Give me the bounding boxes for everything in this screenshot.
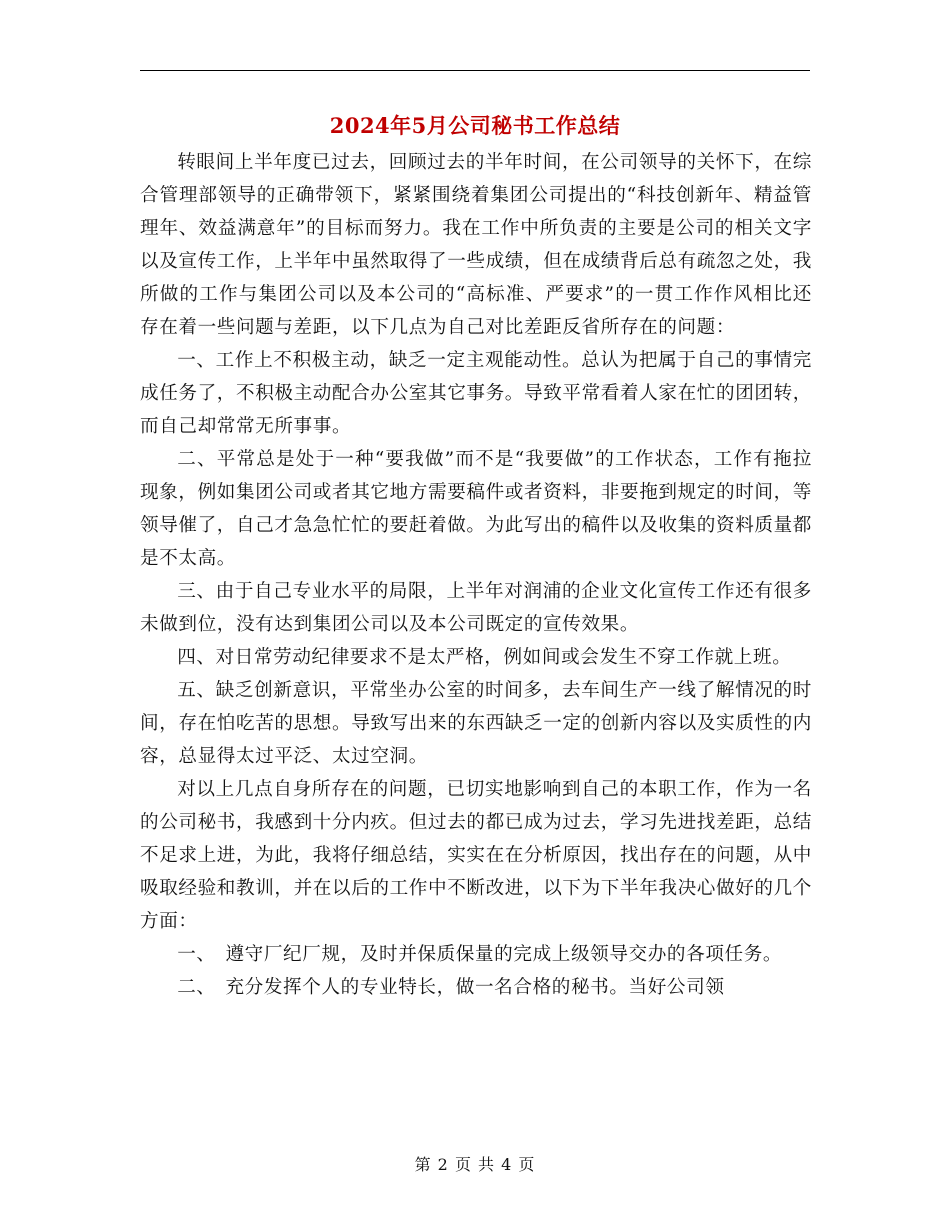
page-footer: 第 2 页 共 4 页 bbox=[414, 1155, 536, 1174]
paragraph-reflection: 对以上几点自身所存在的问题，已切实地影响到自己的本职工作，作为一名的公司秘书，我感到十分内疚。但过去的都已成为过去，学习先进找差距，总结不足求上进，为此，我将仔细总结，实实在在分析原因，找出存在的问题，从中吸取经验和教训，并在以后的工作中不断改进，以下为下半年我决心做好的几个方面： bbox=[140, 779, 812, 932]
paragraph-plan-2: 二、 充分发挥个人的专业特长，做一名合格的秘书。当好公司领 bbox=[177, 977, 725, 998]
paragraph-problem-5: 五、缺乏创新意识，平常坐办公室的时间多，去车间生产一线了解情况的时间，存在怕吃苦的思想。导致写出来的东西缺乏一定的创新内容以及实质性的内容，总显得太过平泛、太过空洞。 bbox=[140, 680, 812, 767]
paragraph-plan-1: 一、 遵守厂纪厂规，及时并保质保量的完成上级领导交办的各项任务。 bbox=[177, 944, 783, 965]
paragraph-problem-4: 四、对日常劳动纪律要求不是太严格，例如间或会发生不穿工作就上班。 bbox=[177, 647, 792, 668]
paragraph-intro: 转眼间上半年度已过去，回顾过去的半年时间，在公司领导的关怀下，在综合管理部领导的正确带领下，紧紧围绕着集团公司提出的“科技创新年、精益管理年、效益满意年”的目标而努力。我在工作中所负责的主要是公司的相关文字以及宣传工作，上半年中虽然取得了一些成绩，但在成绩背后总有疏忽之处，我所做的工作与集团公司以及本公司的“高标准、严要求”的一贯工作作风相比还存在着一些问题与差距，以下几点为自己对比差距反省所存在的问题： bbox=[140, 152, 812, 338]
header-rule bbox=[140, 70, 810, 71]
paragraph-problem-3: 三、由于自己专业水平的局限，上半年对润浦的企业文化宣传工作还有很多未做到位，没有达到集团公司以及本公司既定的宣传效果。 bbox=[140, 581, 812, 635]
document-title: 2024年5月公司秘书工作总结 bbox=[329, 113, 621, 138]
paragraph-problem-2: 二、平常总是处于一种“要我做”而不是“我要做”的工作状态，工作有拖拉现象，例如集团公司或者其它地方需要稿件或者资料，非要拖到规定的时间，等领导催了，自己才急急忙忙的要赶着做。为此写出的稿件以及收集的资料质量都是不太高。 bbox=[140, 449, 812, 569]
paragraph-problem-1: 一、工作上不积极主动，缺乏一定主观能动性。总认为把属于自己的事情完成任务了，不积极主动配合办公室其它事务。导致平常看着人家在忙的团团转，而自己却常常无所事事。 bbox=[140, 350, 812, 437]
document-body bbox=[140, 146, 812, 1004]
